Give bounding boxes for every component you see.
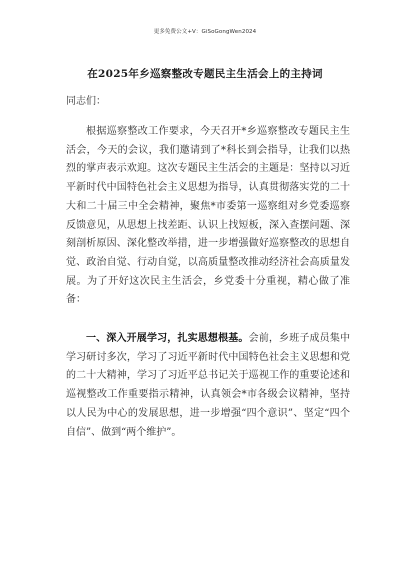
header-watermark: 更多免费公文+V：GiSoGongWen2024 [153, 29, 257, 35]
section-one-heading: 一、深入开展学习，扎实思想根基。 [86, 333, 249, 344]
paragraph-intro: 根据巡察整改工作要求，今天召开*乡巡察整改专题民主生活会，今天的会议，我们邀请到了*科长到会指导，让我们以热烈的掌声表示欢迎。这次专题民主生活会的主题是：坚持以习近平新时代中国特色社会主义思想为指导，认真贯彻落实党的二十大和二十届三中全会精神，聚焦*市委第一巡察组对乡党委巡察反馈意见，从思想上找差距、认识上找短板，深入查摆问题、深刻剖析原因、深化整改举措，进一步增强做好巡察整改的思想自觉、政治自觉、行动自觉，以高质量整改推动经济社会高质量发展。为了开好这次民主生活会，乡党委十分重视，精心做了准备： [66, 126, 350, 306]
document-title: 在2025年乡巡察整改专题民主生活会上的主持词 [87, 68, 323, 80]
section-one-body: 会前，乡班子成员集中学习研讨多次，学习了习近平新时代中国特色社会主义思想和党的二十大精神，学习了习近平总书记关于巡视工作的重要论述和巡视整改工作重要指示精神，认真领会*市各级会议精神，坚持以人民为中心的发展思想，进一步增强“四个意识”、坚定“四个自信”、做到“两个维护”。 [66, 333, 351, 438]
paragraph-section-one [66, 330, 350, 442]
salutation: 同志们： [66, 96, 106, 107]
